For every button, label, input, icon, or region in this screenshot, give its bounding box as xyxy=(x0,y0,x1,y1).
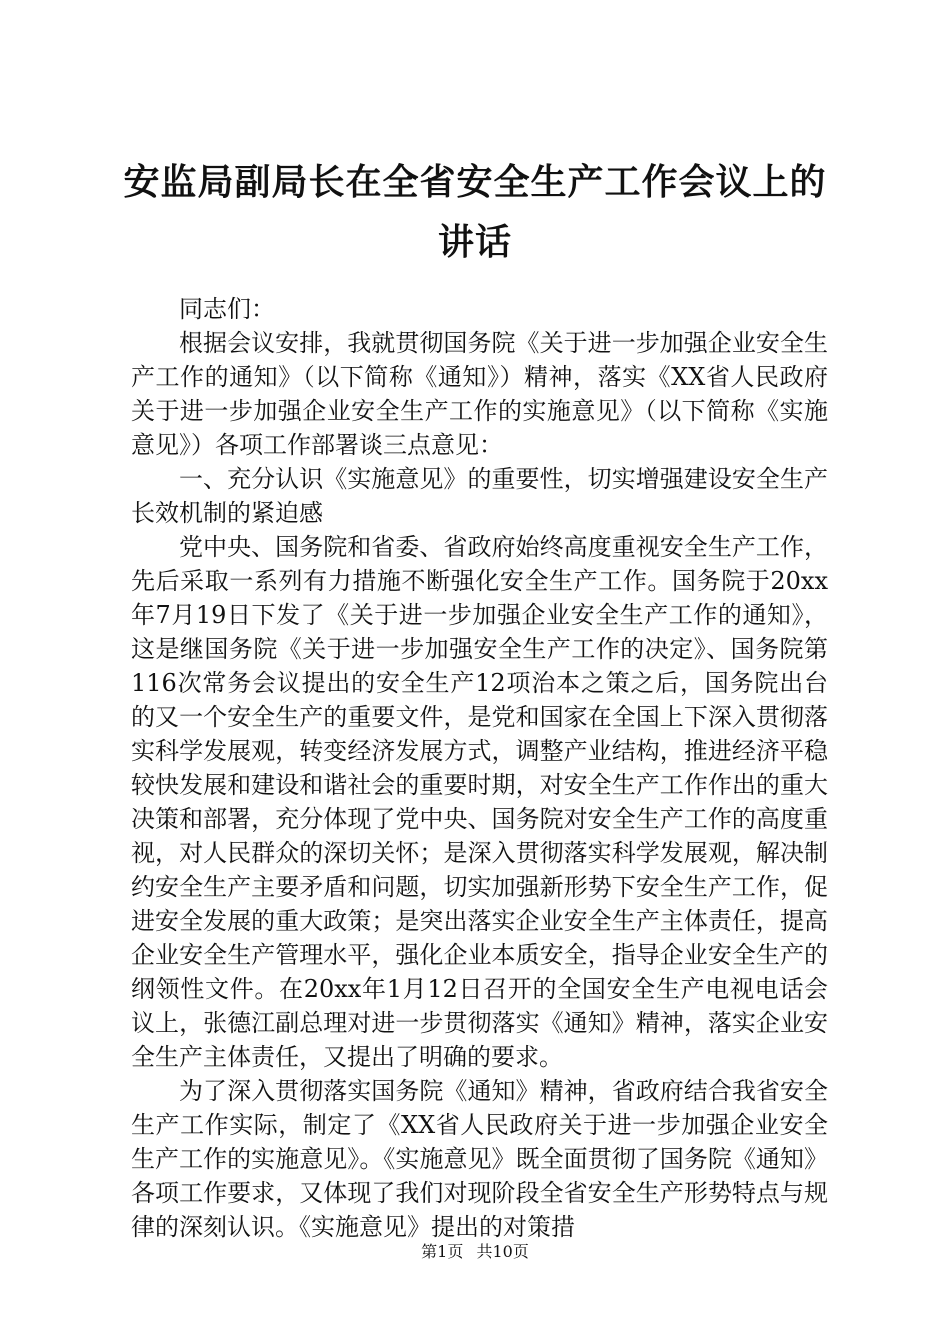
page-footer xyxy=(0,1240,950,1264)
salutation-paragraph: 同志们： xyxy=(179,295,275,323)
page-number: 第1页 xyxy=(421,1242,464,1261)
document-title: 安监局副局长在全省安全生产工作会议上的讲话 xyxy=(123,161,827,263)
body-paragraph: 为了深入贯彻落实国务院《通知》精神，省政府结合我省安全生产工作实际，制定了《XX省人民政府关于进一步加强企业安全生产工作的实施意见》。《实施意见》既全面贯彻了国务院《通知》各项工作要求，又体现了我们对现阶段全省安全生产形势特点与规律的深刻认识。《实施意见》提出的对策措 xyxy=(131,1077,828,1241)
body-paragraph: 党中央、国务院和省委、省政府始终高度重视安全生产工作，先后采取一系列有力措施不断强化安全生产工作。国务院于20xx年7月19日下发了《关于进一步加强企业安全生产工作的通知》，这是继国务院《关于进一步加强安全生产工作的决定》、国务院第116次常务会议提出的安全生产12项治本之策之后，国务院出台的又一个安全生产的重要文件，是党和国家在全国上下深入贯彻落实科学发展观，转变经济发展方式，调整产业结构，推进经济平稳较快发展和建设和谐社会的重要时期，对安全生产工作作出的重大决策和部署，充分体现了党中央、国务院对安全生产工作的高度重视，对人民群众的深切关怀；是深入贯彻落实科学发展观，解决制约安全生产主要矛盾和问题，切实加强新形势下安全生产工作，促进安全发展的重大政策；是突出落实企业安全生产主体责任，提高企业安全生产管理水平，强化企业本质安全，指导企业安全生产的纲领性文件。在20xx年1月12日召开的全国安全生产电视电话会议上，张德江副总理对进一步贯彻落实《通知》精神，落实企业安全生产主体责任，又提出了明确的要求。 xyxy=(131,533,828,1071)
document-body xyxy=(131,292,828,1244)
body-paragraph: 根据会议安排，我就贯彻国务院《关于进一步加强企业安全生产工作的通知》（以下简称《通知》）精神，落实《XX省人民政府关于进一步加强企业安全生产工作的实施意见》（以下简称《实施意见》）各项工作部署谈三点意见： xyxy=(131,329,828,459)
page-total: 共10页 xyxy=(476,1242,529,1261)
section-heading: 一、充分认识《实施意见》的重要性，切实增强建设安全生产长效机制的紧迫感 xyxy=(131,465,828,527)
